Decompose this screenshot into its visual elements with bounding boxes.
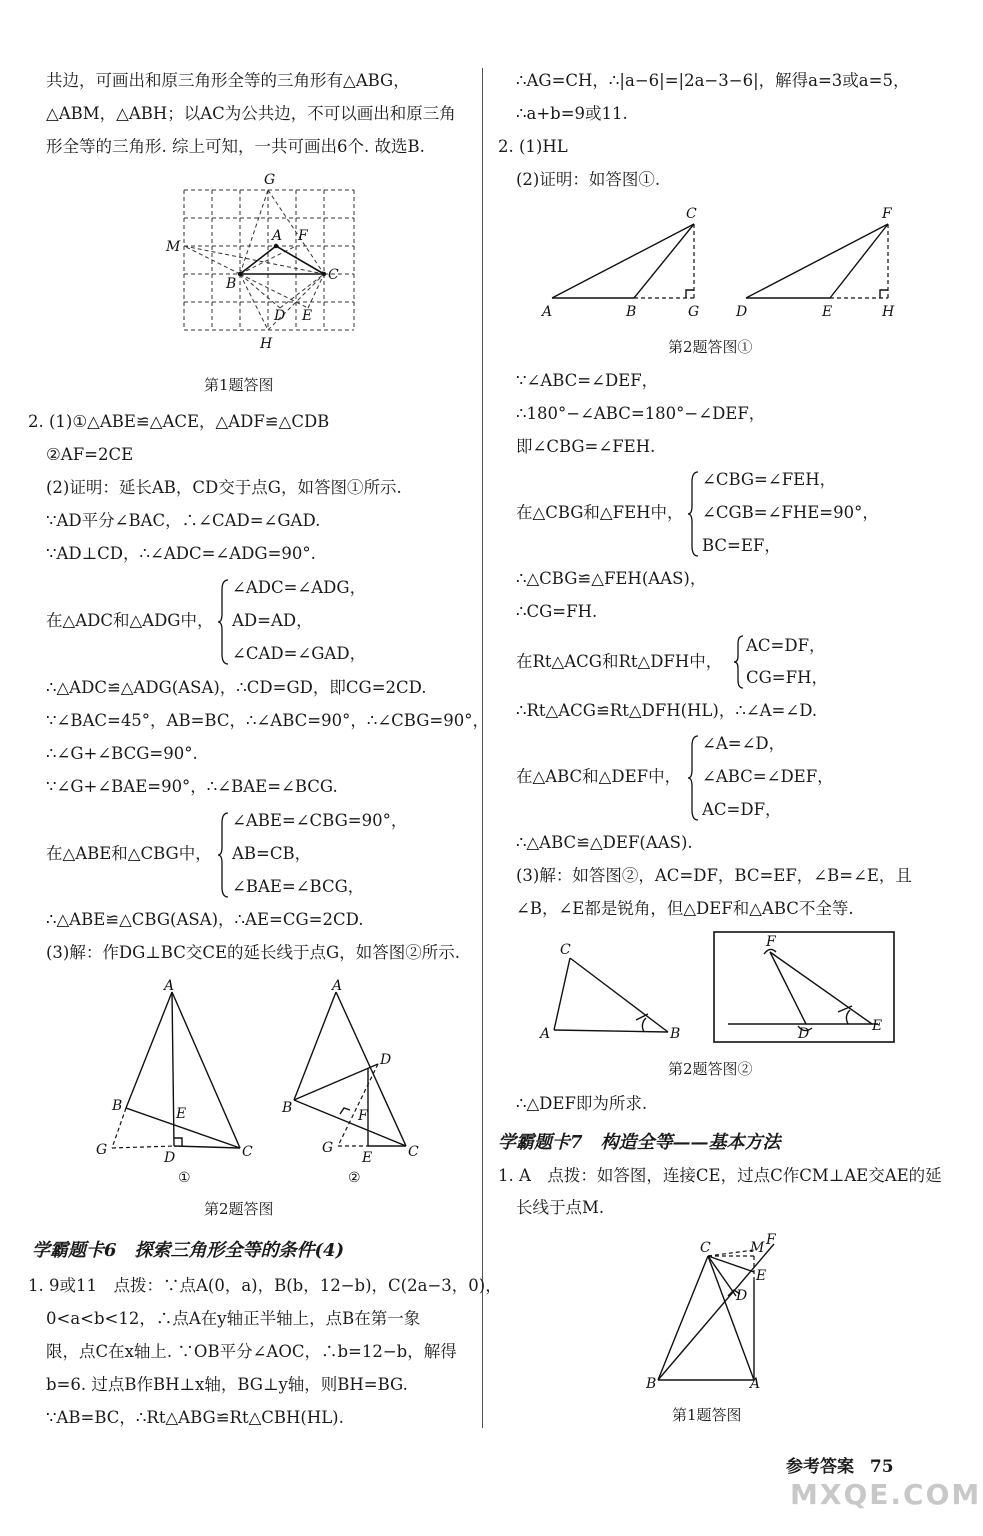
svg-text:M: M xyxy=(750,1240,765,1256)
text-line: 2. (1)①△ABE≌△ACE，△ADF≌△CDB xyxy=(28,412,330,431)
text-line: ∴AG=CH，∴|a−6|=|2a−3−6|，解得a=3或a=5， xyxy=(516,71,910,90)
text-line: 即∠CBG=∠FEH. xyxy=(516,437,656,456)
svg-text:A: A xyxy=(332,978,343,994)
svg-text:E: E xyxy=(362,1150,373,1166)
brace-icon xyxy=(688,734,700,822)
svg-text:M: M xyxy=(166,239,181,255)
svg-text:H: H xyxy=(260,336,273,352)
svg-text:C: C xyxy=(408,1144,419,1160)
text-line: ∴△ABE≌△CBG(ASA)，∴AE=CG=2CD. xyxy=(46,910,364,929)
svg-text:A: A xyxy=(750,1376,761,1390)
text-line: ∵AD平分∠BAC，∴∠CAD=∠GAD. xyxy=(46,511,321,530)
svg-text:A: A xyxy=(540,1026,551,1042)
text-line: 长线于点M. xyxy=(516,1198,605,1217)
text-line: ∴CG=FH. xyxy=(516,602,598,621)
text-line: ∴△DEF即为所求. xyxy=(516,1094,648,1113)
text-line: b=6. 过点B作BH⊥x轴，BG⊥y轴，则BH=BG. xyxy=(46,1375,408,1394)
svg-text:A: A xyxy=(164,978,175,994)
svg-text:E: E xyxy=(756,1268,767,1284)
text-line: 0<a<b<12，∴点A在y轴正半轴上，点B在第一象 xyxy=(46,1309,421,1328)
text-line: 形全等的三角形. 综上可知，一共可画出6个. 故选B. xyxy=(46,137,425,156)
brace-item: AC=DF， xyxy=(702,800,782,819)
figure-caption: 第2题答图 xyxy=(204,1200,274,1218)
svg-text:B: B xyxy=(670,1026,681,1042)
svg-text:D: D xyxy=(736,1288,748,1304)
svg-text:H: H xyxy=(882,304,895,320)
svg-text:D: D xyxy=(736,304,748,320)
figure-caption: 第1题答图 xyxy=(672,1406,742,1424)
page-footer xyxy=(786,1452,894,1477)
text-line: ②AF=2CE xyxy=(46,445,134,464)
brace-item: AC=DF， xyxy=(746,636,826,655)
svg-text:G: G xyxy=(264,172,276,188)
triangle-abc-construction xyxy=(538,934,698,1046)
square-construction xyxy=(646,1230,796,1390)
brace-item: ∠ADC=∠ADG， xyxy=(232,578,367,597)
text-line: (2)证明：延长AB，CD交于点G，如答图①所示. xyxy=(46,478,402,497)
text-line: ∵∠G+∠BAE=90°，∴∠BAE=∠BCG. xyxy=(46,777,338,796)
text-line: ∴△ADC≌△ADG(ASA)，∴CD=GD，即CG=2CD. xyxy=(46,678,427,697)
text-line: △ABM，△ABH；以AC为公共边，不可以画出和原三角 xyxy=(46,104,456,123)
brace-item: AB=CB， xyxy=(232,844,312,863)
text-line: (3)解：如答图②，AC=DF，BC=EF，∠B=∠E，且 xyxy=(516,866,912,885)
text-line: ∵AD⊥CD，∴∠ADC=∠ADG=90°. xyxy=(46,544,316,563)
text-line: 2. (1)HL xyxy=(498,137,568,156)
svg-text:E: E xyxy=(302,308,313,324)
text-line: (2)证明：如答图①. xyxy=(516,170,661,189)
svg-text:B: B xyxy=(226,276,237,292)
svg-text:C: C xyxy=(686,206,697,222)
text-line: ∵∠ABC=∠DEF， xyxy=(516,371,659,390)
brace-prefix: 在△ABE和△CBG中， xyxy=(46,844,212,863)
text-line: ∠B，∠E都是锐角，但△DEF和△ABC不全等. xyxy=(516,899,854,918)
triangle-figure-1 xyxy=(90,978,293,1186)
svg-text:F: F xyxy=(358,1108,368,1124)
watermark: MXQE.COM xyxy=(790,1478,982,1511)
text-line: 共边，可画出和原三角形全等的三角形有△ABG， xyxy=(46,71,410,90)
brace-prefix: 在△ABC和△DEF中， xyxy=(516,767,682,786)
text-line: ∵∠BAC=45°，AB=BC，∴∠ABC=90°，∴∠CBG=90°， xyxy=(46,711,489,730)
svg-text:B: B xyxy=(626,304,637,320)
brace-item: ∠CBG=∠FEH， xyxy=(702,470,837,489)
figure-caption: 第2题答图① xyxy=(668,338,753,356)
brace-item: ∠BAE=∠BCG， xyxy=(232,877,365,896)
text-line: 限，点C在x轴上. ∵OB平分∠AOC，∴b=12−b，解得 xyxy=(46,1342,457,1361)
brace-item: AD=AD， xyxy=(232,611,313,630)
page-number: 75 xyxy=(869,1457,894,1477)
brace-prefix: 在Rt△ACG和Rt△DFH中， xyxy=(516,652,723,671)
triangle-def-construction xyxy=(712,930,898,1046)
text-line: ∴△CBG≌△FEH(AAS)， xyxy=(516,569,707,588)
brace-item: ∠CGB=∠FHE=90°， xyxy=(702,503,879,522)
footer-label: 参考答案 xyxy=(786,1457,854,1477)
brace-icon xyxy=(734,634,744,690)
triangle-figure-2 xyxy=(278,978,428,1186)
text-line: ∴Rt△ACG≌Rt△DFH(HL)，∴∠A=∠D. xyxy=(516,701,818,720)
triangles-abc-def xyxy=(538,204,908,322)
svg-text:C: C xyxy=(560,942,571,958)
column-divider xyxy=(482,68,483,1428)
brace-item: CG=FH， xyxy=(746,668,828,687)
svg-text:F: F xyxy=(298,228,308,244)
text-line: ∴△ABC≌△DEF(AAS). xyxy=(516,833,693,852)
svg-text:E: E xyxy=(872,1018,883,1034)
text-line: ∵AB=BC，∴Rt△ABG≌Rt△CBH(HL). xyxy=(46,1408,344,1427)
svg-text:B: B xyxy=(112,1098,123,1114)
figure-label: ② xyxy=(348,1170,361,1186)
svg-text:D: D xyxy=(798,1026,810,1042)
svg-text:C: C xyxy=(328,267,339,283)
brace-item: BC=EF， xyxy=(702,536,781,555)
svg-text:C: C xyxy=(242,1144,253,1160)
brace-item: ∠CAD=∠GAD， xyxy=(232,644,367,663)
figure-label: ① xyxy=(178,1170,191,1186)
brace-prefix: 在△ADC和△ADG中， xyxy=(46,611,214,630)
svg-text:A: A xyxy=(542,304,553,320)
figure-caption: 第1题答图 xyxy=(204,376,274,394)
text-line: ∴∠G+∠BCG=90°. xyxy=(46,744,198,763)
brace-icon xyxy=(688,470,700,558)
svg-text:F: F xyxy=(766,934,776,950)
section-title: 学霸题卡7 构造全等——基本方法 xyxy=(498,1132,781,1153)
svg-text:A: A xyxy=(272,228,283,244)
brace-icon xyxy=(218,578,230,666)
svg-text:B: B xyxy=(646,1376,657,1390)
brace-icon xyxy=(218,811,230,899)
svg-text:E: E xyxy=(176,1106,187,1122)
svg-text:G: G xyxy=(96,1142,108,1158)
svg-text:F: F xyxy=(766,1232,776,1248)
text-line: 1. A 点拨：如答图，连接CE，过点C作CM⊥AE交AE的延 xyxy=(498,1166,942,1185)
text-line: ∴180°−∠ABC=180°−∠DEF， xyxy=(516,404,766,423)
section-title: 学霸题卡6 探索三角形全等的条件(4) xyxy=(32,1240,345,1261)
svg-text:B: B xyxy=(282,1100,293,1116)
svg-text:C: C xyxy=(700,1240,711,1256)
svg-text:E: E xyxy=(822,304,833,320)
svg-text:D: D xyxy=(164,1150,176,1166)
svg-text:G: G xyxy=(322,1140,334,1156)
text-line: ∴a+b=9或11. xyxy=(516,104,628,123)
svg-text:F: F xyxy=(882,206,892,222)
text-line: (3)解：作DG⊥BC交CE的延长线于点G，如答图②所示. xyxy=(46,943,460,962)
figure-caption: 第2题答图② xyxy=(668,1060,753,1078)
brace-item: ∠ABE=∠CBG=90°， xyxy=(232,811,408,830)
brace-item: ∠A=∠D， xyxy=(702,734,786,753)
svg-text:D: D xyxy=(274,308,286,324)
grid-diagram xyxy=(158,168,378,353)
svg-text:D: D xyxy=(380,1052,392,1068)
brace-item: ∠ABC=∠DEF， xyxy=(702,767,834,786)
svg-text:G: G xyxy=(688,304,700,320)
brace-prefix: 在△CBG和△FEH中， xyxy=(516,503,684,522)
text-line: 1. 9或11 点拨：∵点A(0，a)，B(b，12−b)，C(2a−3，0)， xyxy=(28,1276,502,1295)
